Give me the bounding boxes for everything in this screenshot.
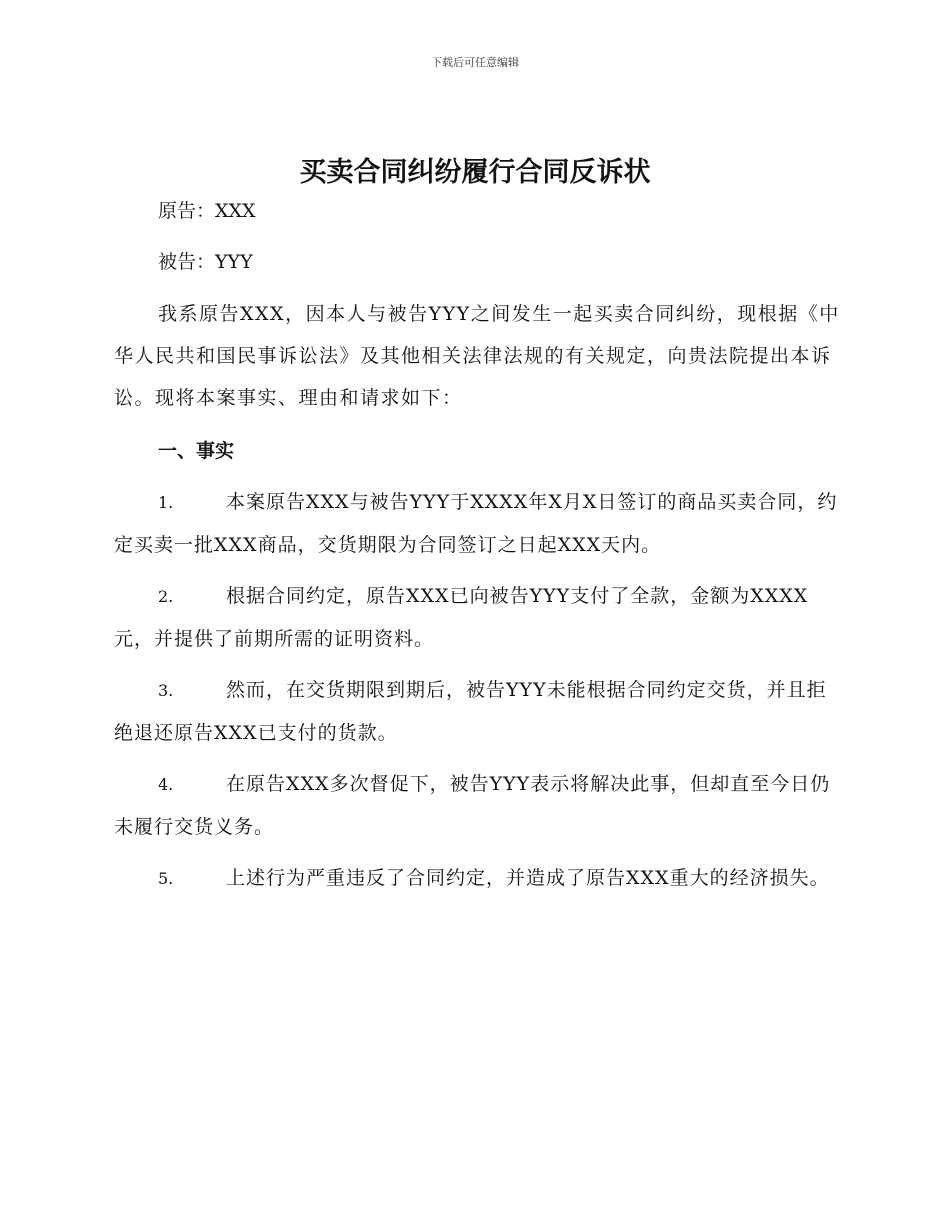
fact-text: 然而，在交货期限到期后，被告YYY未能根据合同约定交货，并且拒绝退还原告XXX已支付的货款。 [114, 679, 827, 744]
section-heading-facts: 一、事实 [158, 440, 235, 462]
fact-text: 在原告XXX多次督促下，被告YYY表示将解决此事，但却直至今日仍未履行交货义务。 [114, 773, 831, 838]
fact-item-3 [114, 669, 842, 754]
plaintiff-line: 原告：XXX [158, 200, 256, 222]
fact-text: 根据合同约定，原告XXX已向被告YYY支付了全款，金额为XXXX元，并提供了前期所需的证明资料。 [114, 585, 809, 650]
defendant-line: 被告：YYY [158, 251, 253, 273]
fact-number: 2. [158, 587, 174, 606]
fact-number: 5. [158, 869, 174, 888]
header-note: 下载后可任意编辑 [431, 56, 519, 69]
fact-text: 本案原告XXX与被告YYY于XXXX年X月X日签订的商品买卖合同，约定买卖一批XXX商品，交货期限为合同签订之日起XXX天内。 [114, 491, 838, 556]
fact-number: 4. [158, 775, 174, 794]
fact-number: 1. [158, 493, 174, 512]
fact-item-2 [114, 575, 842, 660]
fact-item-1 [114, 481, 842, 566]
fact-item-4 [114, 763, 842, 848]
intro-paragraph: 我系原告XXX，因本人与被告YYY之间发生一起买卖合同纠纷，现根据《中华人民共和国民事诉讼法》及其他相关法律法规的有关规定，向贵法院提出本诉讼。现将本案事实、理由和请求如下： [114, 303, 840, 409]
fact-number: 3. [158, 681, 174, 700]
fact-text: 上述行为严重违反了合同约定，并造成了原告XXX重大的经济损失。 [226, 867, 830, 889]
fact-item-5 [114, 857, 842, 900]
document-title: 买卖合同纠纷履行合同反诉状 [299, 157, 651, 188]
